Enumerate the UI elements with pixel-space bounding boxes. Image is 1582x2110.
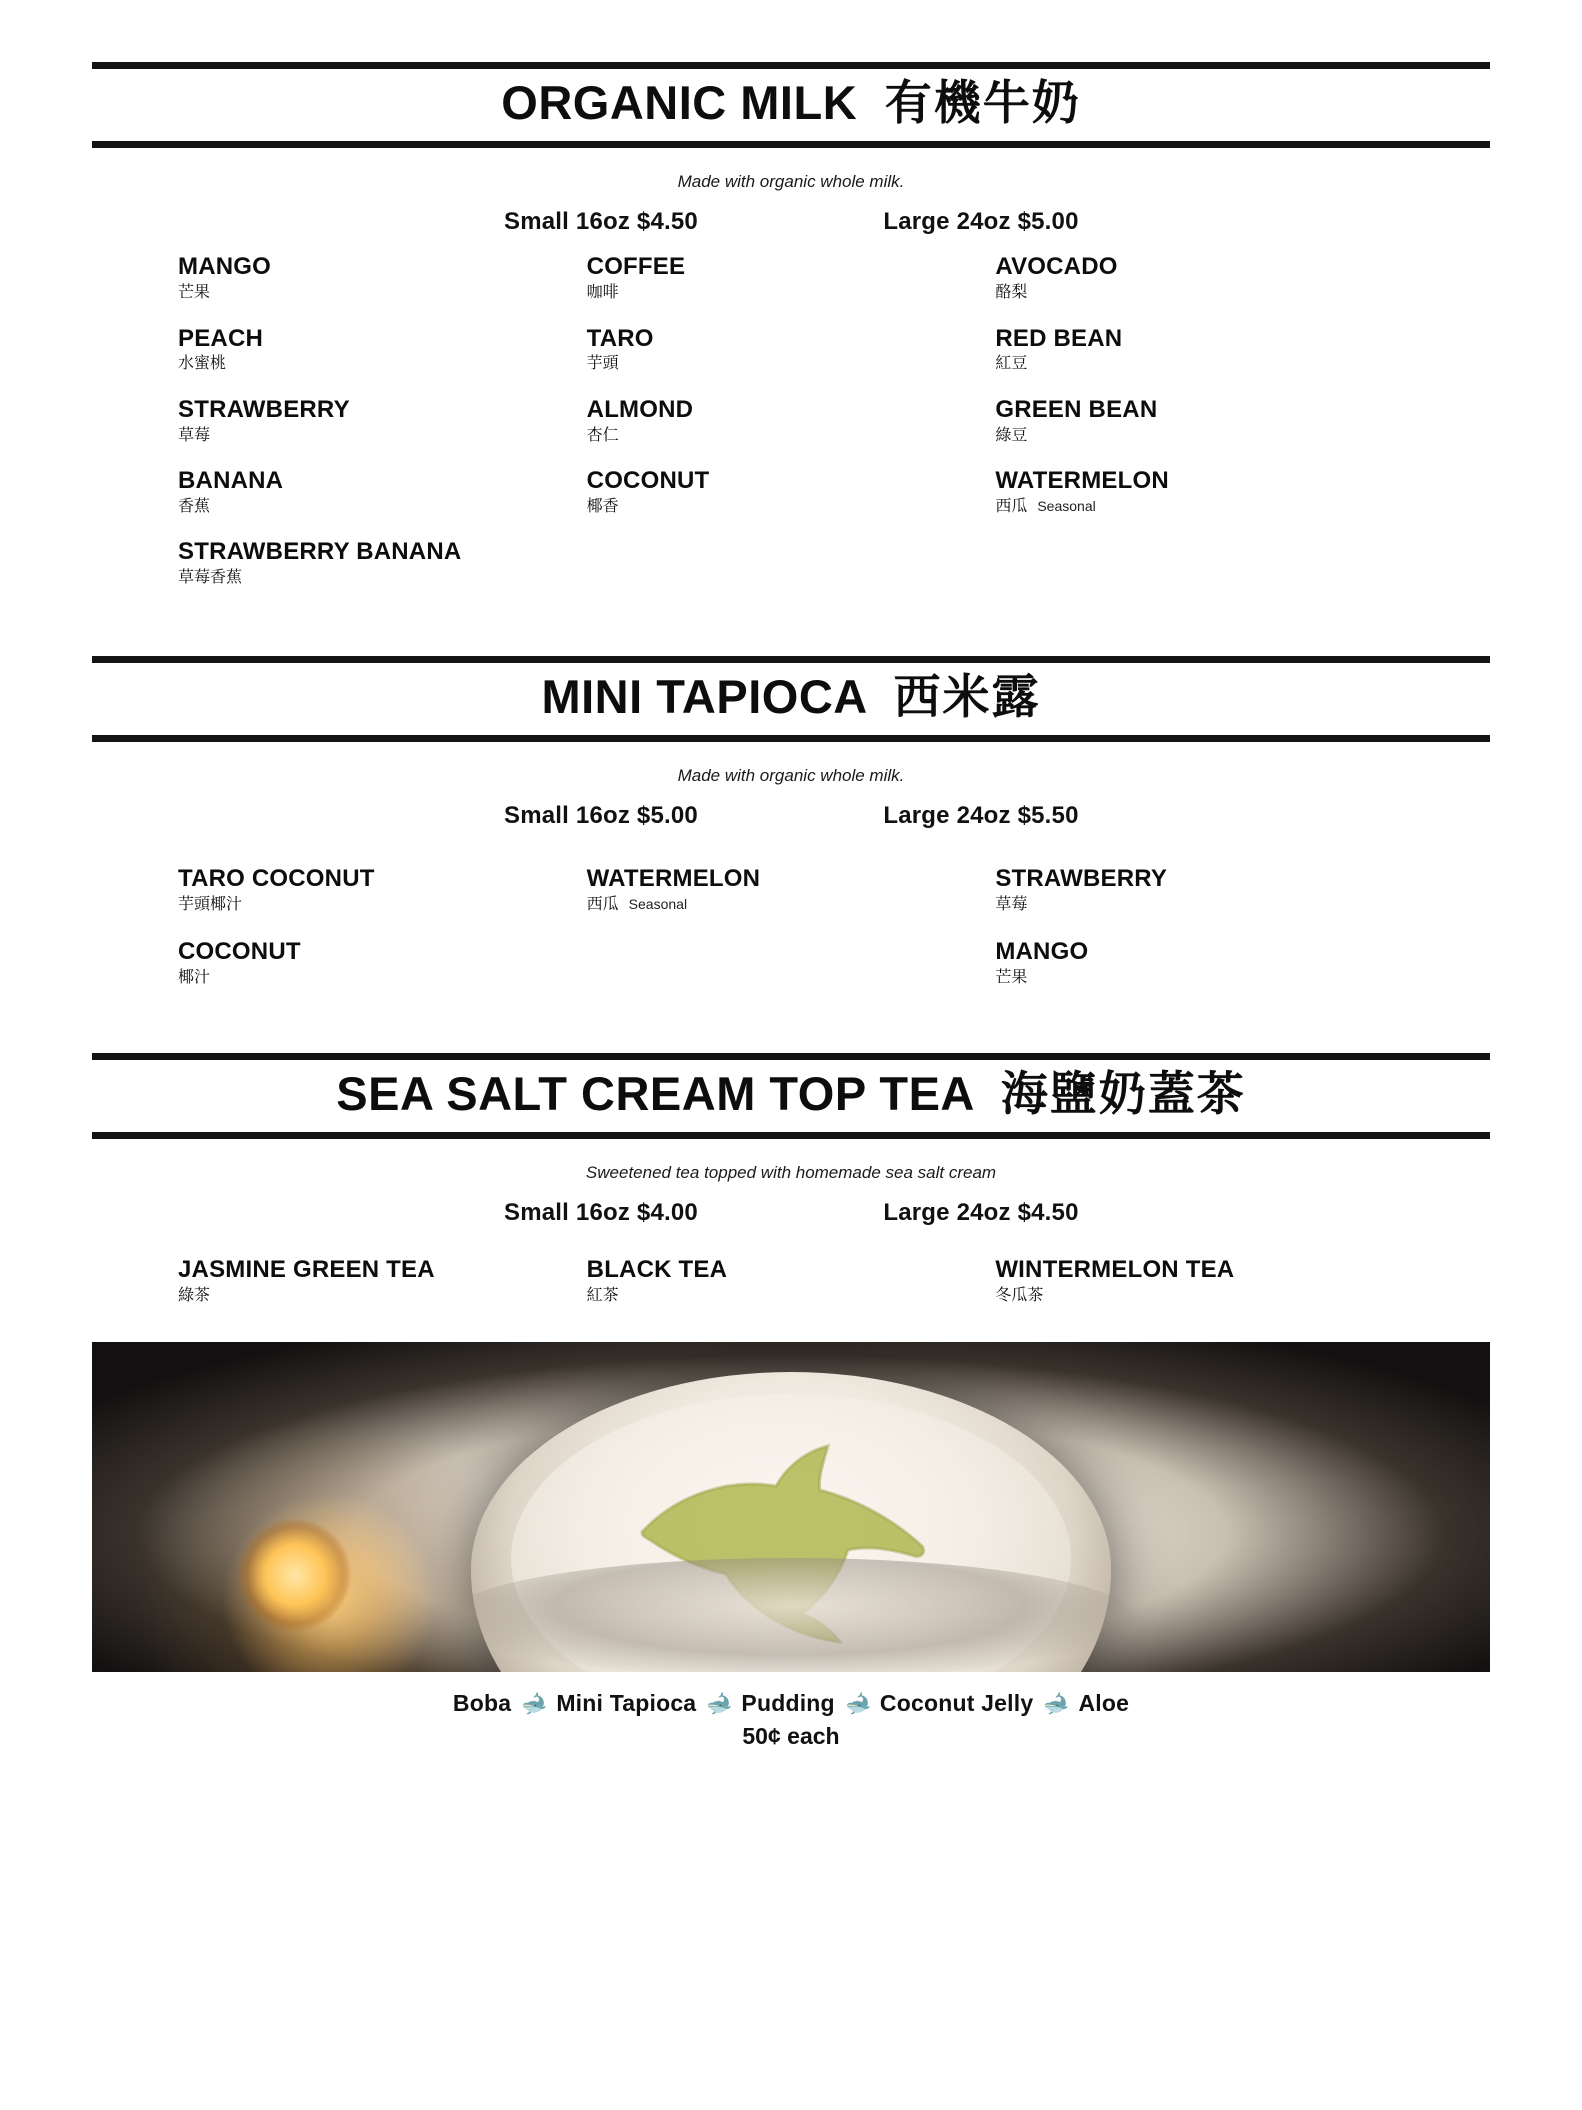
flavor-name-cn: 紅茶 [586, 1284, 619, 1304]
section-title-en: SEA SALT CREAM TOP TEA [336, 1066, 974, 1120]
flavor-name-en: BLACK TEA [586, 1256, 728, 1284]
section-title-en: MINI TAPIOCA [541, 669, 866, 723]
flavor-item[interactable] [587, 254, 996, 301]
flavor-name-en: WATERMELON [586, 865, 761, 893]
flavor-name-cn: 杏仁 [586, 424, 619, 444]
flavor-item[interactable] [587, 1257, 996, 1304]
flavor-name-en: STRAWBERRY [995, 865, 1168, 893]
dolphin-icon: 🐋 [842, 1689, 873, 1719]
flavor-name-en: MANGO [995, 938, 1089, 966]
flavor-name-en: GREEN BEAN [995, 395, 1158, 423]
flavor-item[interactable] [995, 397, 1404, 444]
dolphin-icon: 🐋 [703, 1689, 735, 1719]
flavor-name-cn: 草莓 [178, 424, 211, 444]
flavor-name-cn: 芒果 [995, 967, 1028, 987]
flavor-item[interactable] [178, 254, 587, 301]
large-price: Large 24oz $5.00 [883, 208, 1079, 236]
flavor-name-en: MANGO [178, 253, 271, 281]
menu-page [0, 62, 1582, 2110]
flavor-item[interactable] [178, 866, 587, 913]
section-title-en: ORGANIC MILK [501, 76, 858, 129]
flavor-note: Seasonal [628, 896, 688, 913]
flavor-name-en: AVOCADO [995, 253, 1118, 281]
flavor-name-cn: 椰汁 [178, 967, 211, 987]
flavor-grid [92, 1257, 1490, 1304]
flavor-grid [92, 866, 1490, 986]
section-header-sea-salt-cream-top-tea [92, 1053, 1490, 1139]
flavor-item[interactable] [995, 866, 1404, 913]
flavor-grid [92, 254, 1490, 585]
flavor-item-empty [587, 939, 996, 986]
section-organic-milk [0, 62, 1582, 586]
flavor-item[interactable] [178, 539, 587, 586]
flavor-name-cn: 椰香 [586, 495, 619, 515]
add-on-boba[interactable]: Boba [452, 1690, 512, 1717]
section-title-sea-salt-cream-top-tea [92, 1066, 1490, 1122]
flavor-name-en: COFFEE [586, 253, 686, 281]
flavor-item[interactable] [178, 1257, 587, 1304]
dolphin-icon: 🐋 [518, 1689, 550, 1719]
flavor-item[interactable] [178, 326, 587, 373]
flavor-item[interactable] [995, 1257, 1404, 1304]
flavor-name-cn: 水蜜桃 [178, 353, 227, 373]
dolphin-icon: 🐋 [1040, 1689, 1072, 1719]
flavor-name-en: RED BEAN [995, 324, 1123, 352]
flavor-item[interactable] [995, 468, 1404, 515]
add-on-aloe[interactable]: Aloe [1078, 1690, 1130, 1717]
section-title-cn: 海鹽奶蓋茶 [1000, 1066, 1246, 1122]
flavor-name-en: WATERMELON [995, 466, 1169, 494]
large-price: Large 24oz $5.50 [883, 802, 1079, 830]
flavor-item[interactable] [995, 254, 1404, 301]
flavor-name-cn: 芋頭椰汁 [178, 894, 243, 914]
flavor-item[interactable] [178, 939, 587, 986]
flavor-name-cn: 芋頭 [586, 353, 619, 373]
flavor-name-cn: 酪梨 [995, 282, 1028, 302]
flavor-item[interactable] [178, 468, 587, 515]
flavor-name-en: COCONUT [178, 938, 301, 966]
latte-art-photo [92, 1342, 1490, 1672]
section-subtitle: Made with organic whole milk. [677, 172, 905, 192]
flavor-name-en: ALMOND [586, 395, 694, 423]
background-light-glow [240, 1520, 350, 1630]
flavor-item[interactable] [587, 468, 996, 515]
add-on-coconut-jelly[interactable]: Coconut Jelly [879, 1690, 1034, 1717]
section-header-mini-tapioca [92, 656, 1490, 742]
flavor-name-cn: 香蕉 [178, 495, 211, 515]
flavor-note: Seasonal [1037, 497, 1096, 514]
flavor-name-cn: 冬瓜茶 [995, 1284, 1044, 1304]
price-row [0, 802, 1582, 830]
flavor-name-cn: 綠茶 [178, 1284, 211, 1304]
flavor-name-en: BANANA [178, 466, 284, 494]
flavor-name-cn: 咖啡 [586, 282, 619, 302]
flavor-name-cn: 草莓香蕉 [178, 566, 243, 586]
flavor-name-en: STRAWBERRY [178, 395, 350, 423]
flavor-name-en: TARO COCONUT [178, 865, 375, 893]
flavor-item[interactable] [995, 326, 1404, 373]
flavor-name-en: JASMINE GREEN TEA [178, 1256, 435, 1284]
flavor-name-en: STRAWBERRY BANANA [178, 537, 462, 565]
section-title-cn: 西米露 [893, 669, 1041, 725]
section-title-organic-milk [92, 75, 1490, 131]
add-on-price: 50¢ each [742, 1723, 840, 1750]
cup-rim [446, 1558, 1136, 1672]
small-price: Small 16oz $4.00 [504, 1199, 698, 1227]
add-on-mini-tapioca[interactable]: Mini Tapioca [556, 1690, 697, 1717]
section-title-mini-tapioca [92, 669, 1490, 725]
section-title-cn: 有機牛奶 [884, 76, 1081, 131]
large-price: Large 24oz $4.50 [883, 1199, 1079, 1227]
flavor-item[interactable] [587, 866, 996, 913]
section-sea-salt-cream-top-tea [0, 1053, 1582, 1305]
flavor-item[interactable] [587, 397, 996, 444]
section-mini-tapioca [0, 656, 1582, 987]
flavor-name-cn: 西瓜 [995, 495, 1028, 515]
add-ons-footer [92, 1690, 1490, 1750]
flavor-name-en: TARO [586, 324, 654, 352]
price-row [0, 1199, 1582, 1227]
flavor-name-cn: 芒果 [178, 282, 211, 302]
flavor-name-en: WINTERMELON TEA [995, 1256, 1235, 1284]
flavor-item[interactable] [587, 326, 996, 373]
flavor-name-cn: 綠豆 [995, 424, 1028, 444]
flavor-name-cn: 草莓 [995, 894, 1028, 914]
flavor-item[interactable] [178, 397, 587, 444]
flavor-item[interactable] [995, 939, 1404, 986]
section-subtitle: Made with organic whole milk. [677, 766, 905, 786]
flavor-name-cn: 西瓜 [586, 894, 619, 914]
section-subtitle: Sweetened tea topped with homemade sea salt cream [585, 1163, 997, 1183]
add-on-pudding[interactable]: Pudding [741, 1690, 835, 1717]
add-ons-list [92, 1690, 1490, 1717]
section-header-organic-milk [92, 62, 1490, 148]
small-price: Small 16oz $5.00 [504, 802, 698, 830]
flavor-name-en: PEACH [178, 324, 264, 352]
flavor-name-cn: 紅豆 [995, 353, 1028, 373]
price-row [0, 208, 1582, 236]
small-price: Small 16oz $4.50 [504, 208, 698, 236]
flavor-name-en: COCONUT [586, 466, 710, 494]
